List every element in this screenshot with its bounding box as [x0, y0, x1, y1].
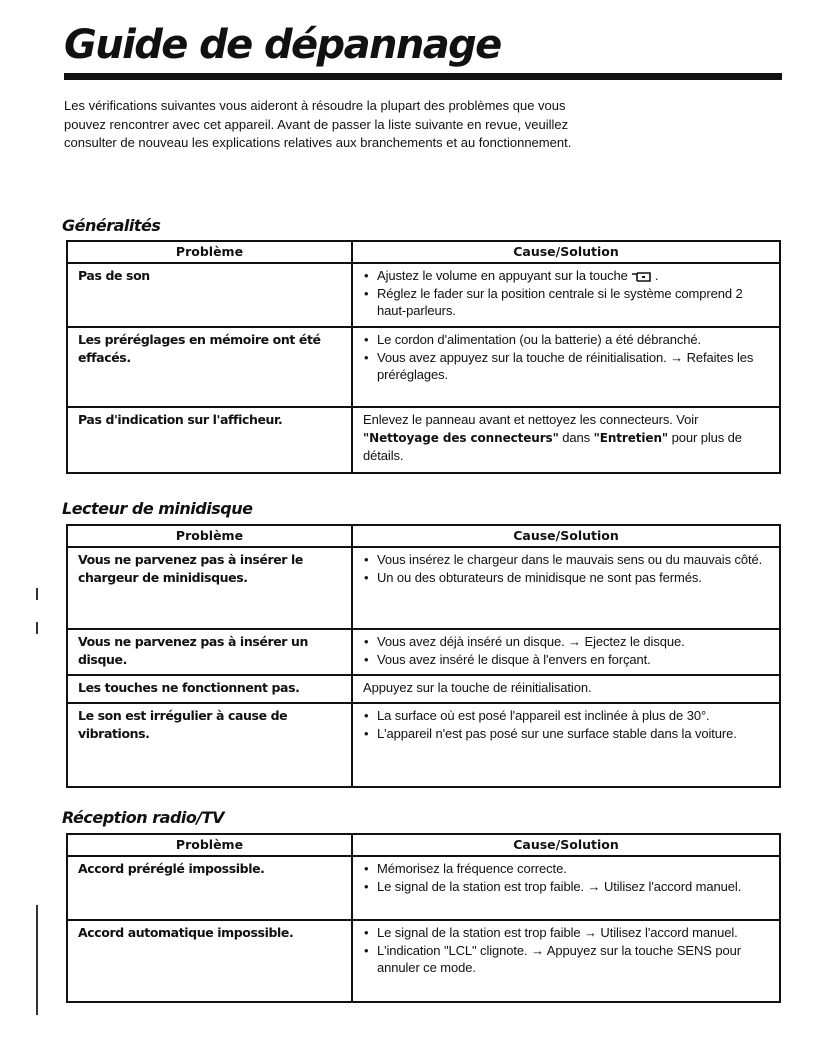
column-header-problem: Problème: [67, 241, 352, 263]
cause-list: [363, 924, 771, 977]
table-row: [67, 407, 780, 473]
column-header-cause: Cause/Solution: [352, 241, 780, 263]
list-item: [363, 633, 771, 651]
bullet-icon: •: [364, 925, 369, 940]
list-item: [363, 651, 771, 669]
table-row: [67, 547, 780, 629]
bullet-icon: •: [364, 725, 369, 741]
problem-cell: Accord automatique impossible.: [67, 920, 352, 1002]
cause-list: [363, 707, 771, 742]
problem-cell: Accord préréglé impossible.: [67, 856, 352, 920]
cause-text: Mémorisez la fréquence correcte.: [377, 861, 567, 876]
table-header-row: [67, 241, 780, 263]
column-header-cause: Cause/Solution: [352, 834, 780, 856]
table-row: [67, 675, 780, 703]
list-item: [363, 551, 771, 569]
troubleshooting-table-lecteur: [66, 524, 781, 788]
column-header-problem: Problème: [67, 834, 352, 856]
cause-cell: [352, 547, 780, 629]
bullet-icon: •: [364, 569, 369, 585]
list-item: [363, 349, 771, 384]
bullet-icon: •: [364, 332, 369, 347]
cause-text: Vous avez appuyez sur la touche de réinitialisation. → Refaites les préréglages.: [377, 349, 754, 382]
table-row: [67, 703, 780, 787]
cause-text: La surface où est posé l'appareil est inclinée à plus de 30°.: [377, 708, 710, 723]
problem-cell: Pas de son: [67, 263, 352, 327]
cause-text: Vous avez inséré le disque à l'envers en forçant.: [377, 651, 651, 667]
list-item: [363, 285, 771, 320]
column-header-problem: Problème: [67, 525, 352, 547]
bullet-icon: •: [364, 878, 369, 894]
cause-cell: [352, 629, 780, 675]
cause-list: [363, 860, 771, 895]
table-header-row: [67, 834, 780, 856]
table-row: [67, 263, 780, 327]
cause-text: Un ou des obturateurs de minidisque ne sont pas fermés.: [377, 569, 702, 585]
bullet-icon: •: [364, 285, 369, 301]
problem-cell: Pas d'indication sur l'afficheur.: [67, 407, 352, 473]
list-item: [363, 725, 771, 743]
problem-cell: Vous ne parvenez pas à insérer un disque.: [67, 629, 352, 675]
table-row: [67, 629, 780, 675]
table-header-row: [67, 525, 780, 547]
left-margin-dash: [36, 622, 38, 634]
table-row: [67, 856, 780, 920]
page-title: Guide de dépannage: [64, 22, 501, 68]
cause-cell: [352, 920, 780, 1002]
cause-text: L'indication "LCL" clignote. → Appuyez sur la touche SENS pour annuler ce mode.: [377, 942, 741, 975]
cause-list: [363, 267, 771, 320]
table-row: [67, 327, 780, 407]
bullet-icon: •: [364, 942, 369, 958]
cause-cell: [352, 327, 780, 407]
cause-list: [363, 633, 771, 668]
list-item: [363, 707, 771, 725]
cause-cell: Appuyez sur la touche de réinitialisation.: [352, 675, 780, 703]
cause-text: Le signal de la station est trop faible → Utilisez l'accord manuel.: [377, 925, 738, 940]
cause-cell: [352, 263, 780, 327]
list-item: [363, 331, 771, 349]
cross-reference-entretien: "Entretien": [593, 430, 669, 445]
cause-cell: [352, 703, 780, 787]
list-item: [363, 924, 771, 942]
column-header-cause: Cause/Solution: [352, 525, 780, 547]
cause-cell: [352, 856, 780, 920]
bullet-icon: •: [364, 349, 369, 365]
cause-cell: [352, 407, 780, 473]
list-item: [363, 267, 771, 285]
cause-text: Enlevez le panneau avant et nettoyez les connecteurs. Voir: [363, 412, 699, 427]
intro-paragraph: Les vérifications suivantes vous aideront à résoudre la plupart des problèmes que vous pouvez rencontrer avec cet appareil. Avant de passer la liste suivante en revue, veuillez consulter de nouveau les explications relatives aux branchements et au fonctionnement.: [64, 98, 572, 150]
problem-cell: Vous ne parvenez pas à insérer le chargeur de minidisques.: [67, 547, 352, 629]
cause-text: Le cordon d'alimentation (ou la batterie) a été débranché.: [377, 332, 702, 347]
bullet-icon: •: [364, 552, 369, 567]
cause-text: Ajustez le volume en appuyant sur la touche: [377, 268, 628, 283]
cause-text: Vous insérez le chargeur dans le mauvais sens ou du mauvais côté.: [377, 552, 763, 567]
cause-text: pour plus de détails.: [363, 429, 742, 463]
list-item: [363, 942, 771, 977]
bullet-icon: •: [364, 634, 369, 649]
section-heading-reception: Réception radio/TV: [62, 808, 225, 827]
problem-cell: Le son est irrégulier à cause de vibrations.: [67, 703, 352, 787]
troubleshooting-table-reception: [66, 833, 781, 1003]
problem-cell: Les préréglages en mémoire ont été effacés.: [67, 327, 352, 407]
section-heading-lecteur: Lecteur de minidisque: [62, 499, 253, 518]
left-margin-line: [36, 905, 38, 1015]
cause-text: L'appareil n'est pas posé sur une surface stable dans la voiture.: [377, 725, 737, 741]
cause-text: Vous avez déjà inséré un disque. → Ejectez le disque.: [377, 634, 685, 649]
cause-list: [363, 551, 771, 586]
bullet-icon: •: [364, 651, 369, 667]
title-rule: [64, 73, 782, 80]
cross-reference-connecteurs: "Nettoyage des connecteurs": [363, 430, 559, 445]
problem-cell: Les touches ne fonctionnent pas.: [67, 675, 352, 703]
list-item: [363, 860, 771, 878]
cause-text: Le signal de la station est trop faible. → Utilisez l'accord manuel.: [377, 878, 742, 894]
bullet-icon: •: [364, 268, 369, 283]
section-heading-generalites: Généralités: [62, 216, 161, 235]
volume-key-icon: [631, 272, 651, 282]
cause-text: Réglez le fader sur la position centrale si le système comprend 2 haut-parleurs.: [377, 285, 743, 318]
bullet-icon: •: [364, 708, 369, 723]
cause-list: [363, 331, 771, 384]
list-item: [363, 878, 771, 896]
troubleshooting-table-generalites: [66, 240, 781, 474]
table-row: [67, 920, 780, 1002]
bullet-icon: •: [364, 861, 369, 876]
list-item: [363, 569, 771, 587]
left-margin-dash: [36, 588, 38, 600]
cause-text-trail: .: [651, 268, 659, 283]
cause-text: dans: [558, 429, 594, 445]
